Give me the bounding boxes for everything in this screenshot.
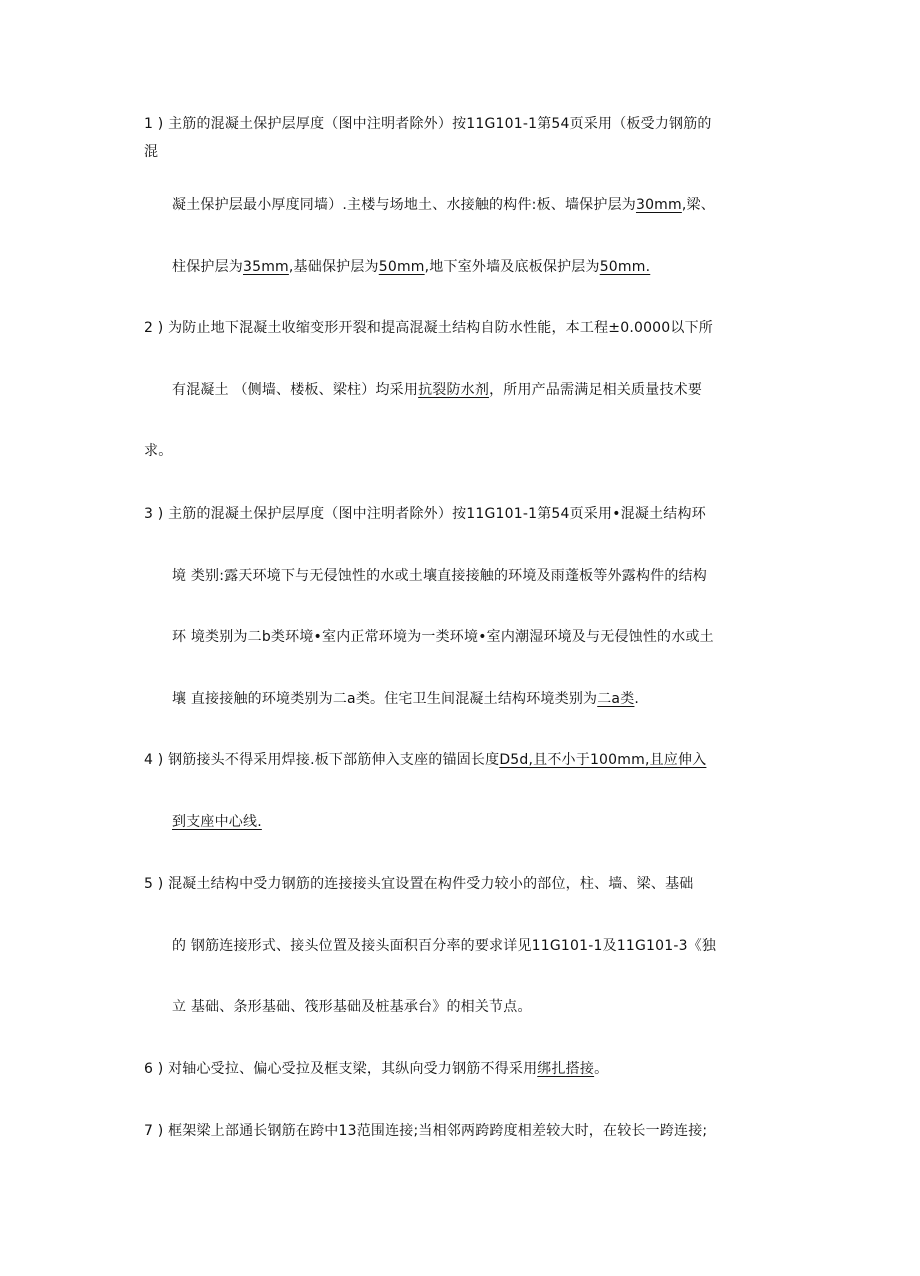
underlined-value: 绑扎搭接 <box>537 1061 595 1077</box>
text-segment: . <box>634 691 640 707</box>
text-segment: 主筋的混凝土保护层厚度（图中注明者除外）按11G101-1第54页采用•混凝土结构环 <box>168 506 706 522</box>
item-number: 2 ) <box>144 320 169 336</box>
underlined-value: 到支座中心线. <box>172 814 262 830</box>
text-segment: 有混凝土 （侧墙、楼板、梁柱）均采用 <box>172 382 419 398</box>
item-1-line-3 <box>172 195 715 215</box>
item-3-line-2 <box>172 566 707 586</box>
underlined-value: 35mm <box>243 259 289 275</box>
text-segment: 混 <box>144 144 159 160</box>
underlined-value: D5d,且不小于100mm,且应伸入 <box>499 752 707 768</box>
text-segment: 的 钢筋连接形式、接头位置及接头面积百分率的要求详见11G101-1及11G101-3《独 <box>172 938 717 954</box>
text-segment: 钢筋接头不得采用焊接.板下部筋伸入支座的锚固长度 <box>168 752 500 768</box>
underlined-value: 30mm <box>635 197 682 213</box>
item-4-line-1 <box>144 750 706 770</box>
item-number: 5 ) <box>144 876 169 892</box>
item-3-line-3 <box>172 627 714 647</box>
text-segment: ，所用产品需满足相关质量技术要 <box>489 382 703 398</box>
item-3-line-1 <box>144 504 706 524</box>
text-segment: 柱保护层为 <box>172 259 243 275</box>
text-segment: ,梁、 <box>681 197 715 213</box>
item-2-line-1 <box>144 318 713 338</box>
item-number: 1 ) <box>144 116 169 132</box>
underlined-value: 50mm. <box>599 259 651 275</box>
item-2-line-2 <box>172 380 702 400</box>
item-number: 3 ) <box>144 506 169 522</box>
item-1-line-1 <box>144 114 712 134</box>
item-5-line-3 <box>172 997 532 1017</box>
item-4-line-2 <box>172 812 262 832</box>
item-6-line-1 <box>144 1059 608 1079</box>
text-segment: 境 类别:露天环境下与无侵蚀性的水或土壤直接接触的环境及雨蓬板等外露构件的结构 <box>172 568 707 584</box>
item-number: 7 ) <box>144 1123 169 1139</box>
item-3-line-4 <box>172 689 639 709</box>
text-segment: 求。 <box>144 443 173 459</box>
item-2-line-3 <box>144 441 172 461</box>
item-5-line-2 <box>172 936 716 956</box>
item-number: 4 ) <box>144 752 169 768</box>
text-segment: 对轴心受拉、偏心受拉及框支梁，其纵向受力钢筋不得采用 <box>168 1061 538 1077</box>
text-segment: 为防止地下混凝土收缩变形开裂和提高混凝土结构自防水性能，本工程±0.0000以下所 <box>168 320 713 336</box>
underlined-value: 50mm <box>378 259 425 275</box>
item-1-line-2 <box>144 142 158 162</box>
text-segment: 立 基础、条形基础、筏形基础及桩基承台》的相关节点。 <box>172 999 532 1015</box>
underlined-value: 二a类 <box>597 691 635 707</box>
text-segment: 框架梁上部通长钢筋在跨中13范围连接;当相邻两跨跨度相差较大时，在较长一跨连接; <box>168 1123 708 1139</box>
item-7-line-1 <box>144 1121 707 1141</box>
text-segment: 壤 直接接触的环境类别为二a类。住宅卫生间混凝土结构环境类别为 <box>172 691 598 707</box>
text-segment: ,地下室外墙及底板保护层为 <box>424 259 600 275</box>
text-segment: 混凝土结构中受力钢筋的连接接头宜设置在构件受力较小的部位，柱、墙、梁、基础 <box>168 876 694 892</box>
text-segment: 环 境类别为二b类环境•室内正常环境为一类环境•室内潮湿环境及与无侵蚀性的水或土 <box>172 629 714 645</box>
text-segment: 。 <box>594 1061 609 1077</box>
text-segment: 凝土保护层最小厚度同墙）.主楼与场地土、水接触的构件:板、墙保护层为 <box>172 197 636 213</box>
item-number: 6 ) <box>144 1061 169 1077</box>
text-segment: ,基础保护层为 <box>288 259 379 275</box>
item-5-line-1 <box>144 874 693 894</box>
text-segment: 主筋的混凝土保护层厚度（图中注明者除外）按11G101-1第54页采用（板受力钢筋的 <box>168 116 712 132</box>
underlined-value: 抗裂防水剂 <box>418 382 490 398</box>
item-1-line-4 <box>172 257 650 277</box>
